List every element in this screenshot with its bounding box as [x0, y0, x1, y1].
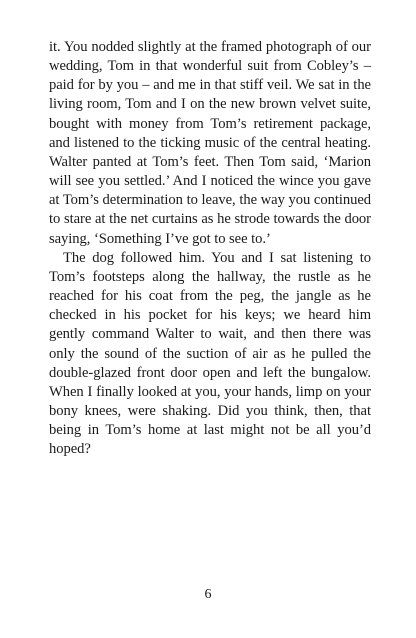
paragraph-dog-followed: The dog followed him. You and I sat listening to Tom’s footsteps along the hallway, the rustle as he reached for his coat from the peg, the jangle as he checked in his pocket for his keys; we heard him gently command Walter to wait, and then there was only the sound of the suction of air as he pulled the double-glazed front door open and left the bungalow. When I finally looked at you, your hands, limp on your bony knees, were shaking. Did you think, then, that being in Tom’s home at last might not be all you’d hoped? — [49, 249, 371, 458]
body-text — [49, 38, 371, 459]
paragraph-continuation: it. You nodded slightly at the framed photograph of our wedding, Tom in that wonderful suit from Cobley’s – paid for by you – and me in that stiff veil. We sat in the living room, Tom and I on the new brown velvet suite, bought with money from Tom’s retirement package, and listened to the ticking music of the central heating. Walter panted at Tom’s feet. Then Tom said, ‘Marion will see you settled.’ And I noticed the wince you gave at Tom’s determination to leave, the way you continued to stare at the net curtains as he strode towards the door saying, ‘Something I’ve got to see to.’ — [49, 39, 371, 247]
page-number: 6 — [204, 587, 212, 602]
